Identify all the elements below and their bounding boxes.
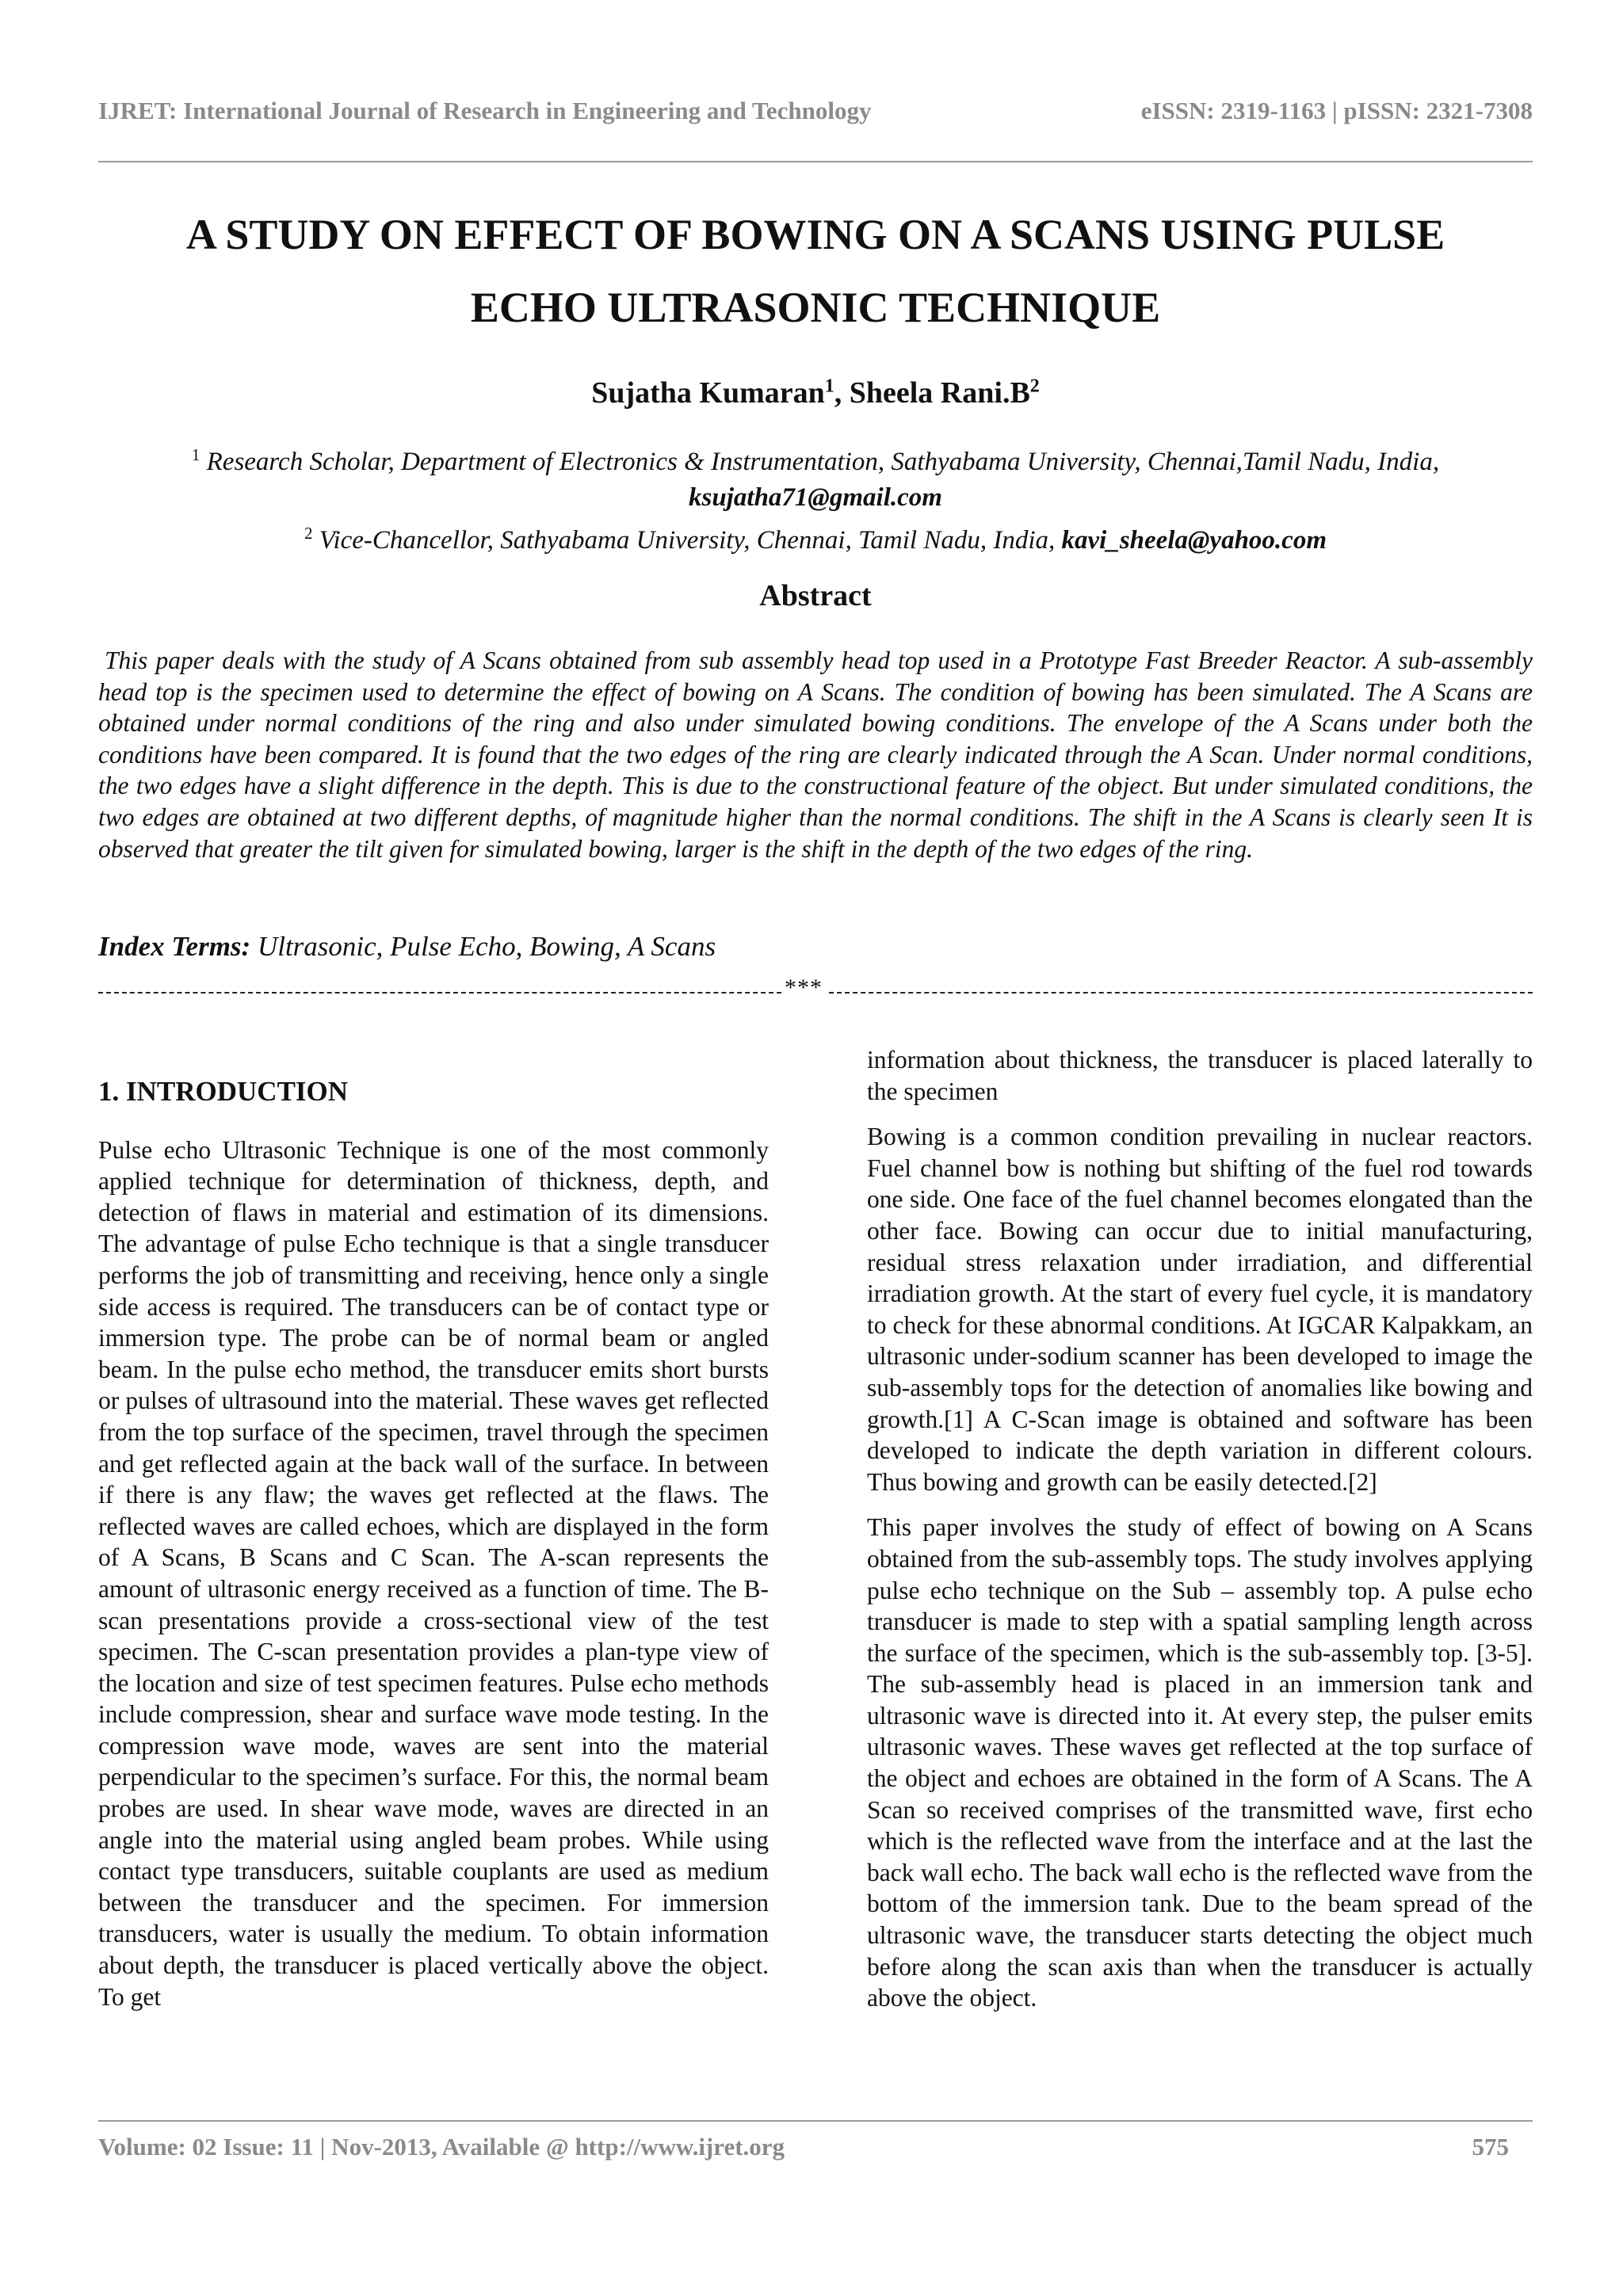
affiliation-1-email: ksujatha71@gmail.com (689, 483, 942, 512)
author-separator: , (834, 376, 850, 410)
affiliation-1-mark: 1 (191, 445, 200, 464)
index-terms-label: Index Terms: (98, 931, 251, 962)
footer-rule (98, 2120, 1533, 2122)
section-separator (98, 974, 1533, 1013)
journal-name: IJRET: International Journal of Research in Engineering and Technology (98, 97, 872, 124)
affiliation-1-text: Research Scholar, Department of Electronics & Instrumentation, Sathyabama University, Chennai,Tamil Nadu, India, (200, 448, 1440, 476)
page-footer (98, 2133, 1533, 2172)
affiliation-2-email: kavi_sheela@yahoo.com (1061, 526, 1327, 555)
title-line-2: ECHO ULTRASONIC TECHNIQUE (470, 284, 1161, 331)
title-line-1: A STUDY ON EFFECT OF BOWING ON A SCANS USING PULSE (185, 211, 1445, 258)
header-rule (98, 161, 1533, 162)
index-terms-list: Ultrasonic, Pulse Echo, Bowing, A Scans (250, 931, 716, 962)
intro-paragraph-3: This paper involves the study of effect of bowing on A Scans obtained from the sub-assembly tops. The study involves applying pulse echo technique on the Sub – assembly top. A pulse echo transducer is made to step with a spatial sampling length across the surface of the specimen, which is the sub-assembly top. [3-5]. The sub-assembly head is placed in an immersion tank and ultrasonic wave is directed into it. At every step, the pulser emits ultrasonic waves. These waves get reflected at the top surface of the object and echoes are obtained in the form of A Scans. The A Scan so received comprises of the transmitted wave, first echo which is the reflected wave from the interface and at the last the back wall echo. The back wall echo is the reflected wave from the bottom of the immersion tank. Due to the beam spread of the ultrasonic wave, the transducer starts detecting the object much before along the scan axis than when the transducer is actually above the object. (867, 1513, 1533, 2012)
section-heading-introduction: 1. INTRODUCTION (98, 1076, 349, 1107)
index-terms (98, 931, 1533, 963)
affiliations (98, 437, 1533, 559)
author-1-affiliation-mark: 1 (824, 376, 834, 397)
author-2-affiliation-mark: 2 (1029, 376, 1040, 397)
running-header (98, 97, 1533, 136)
affiliation-2-mark: 2 (304, 524, 313, 543)
abstract-heading: Abstract (759, 579, 872, 612)
intro-paragraph-2: Bowing is a common condition prevailing in nuclear reactors. Fuel channel bow is nothing but shifting of the fuel rod towards one side. One face of the fuel channel becomes elongated than the other face. Bowing can occur due to initial manufacturing, residual stress relaxation under irradiation, and differential irradiation growth. At the start of every fuel cycle, it is mandatory to check for these abnormal conditions. At IGCAR Kalpakkam, an ultrasonic under-sodium scanner has been developed to image the sub-assembly tops for the detection of anomalies like bowing and growth.[1] A C-Scan image is obtained and software has been developed to indicate the depth variation in different colours. Thus bowing and growth can be easily detected.[2] (867, 1123, 1533, 1496)
issn-info: eISSN: 2319-1163 | pISSN: 2321-7308 (1140, 97, 1533, 124)
intro-paragraph-1: Pulse echo Ultrasonic Technique is one of the most commonly applied technique for determination of thickness, depth, and detection of flaws in material and estimation of its dimensions. The advantage of pulse Echo technique is that a single transducer performs the job of transmitting and receiving, hence only a single side access is required. The transducers can be of contact type or immersion type. The probe can be of normal beam or angled beam. In the pulse echo method, the transducer emits short bursts or pulses of ultrasound into the material. These waves get reflected from the top surface of the specimen, travel through the specimen and get reflected again at the back wall of the surface. In between if there is any flaw; the waves get reflected at the flaws. The reflected waves are called echoes, which are displayed in the form of A Scans, B Scans and C Scan. The A-scan represents the amount of ultrasonic energy received as a function of time. The B-scan presentations provide a cross-sectional view of the test specimen. The C-scan presentation provides a plan-type view of the location and size of test specimen features. Pulse echo methods include compression, shear and surface wave mode testing. In the compression wave mode, waves are sent into the material perpendicular to the specimen’s surface. For this, the normal beam probes are used. In shear wave mode, waves are directed in an angle into the material using angled beam probes. While using contact type transducers, suitable couplants are used as medium between the transducer and the specimen. For immersion transducers, water is usually the medium. To obtain information about depth, the transducer is placed vertically above the object. To get (98, 1135, 769, 2011)
author-1: Sujatha Kumaran (591, 376, 825, 410)
intro-paragraph-1-continued: information about thickness, the transducer is placed laterally to the specimen (867, 1046, 1533, 1105)
separator-dash-right (829, 992, 1533, 994)
affiliation-1 (98, 437, 1533, 516)
left-column (98, 1076, 769, 2012)
page-number: 575 (1472, 2133, 1509, 2161)
author-2: Sheela Rani.B (849, 376, 1030, 410)
affiliation-2-text: Vice-Chancellor, Sathyabama University, Chennai, Tamil Nadu, India, (312, 526, 1062, 555)
separator-dash-left (98, 992, 781, 994)
paper-title (98, 198, 1533, 344)
volume-info: Volume: 02 Issue: 11 | Nov-2013, Available @ http://www.ijret.org (98, 2133, 785, 2161)
abstract-text: This paper deals with the study of A Scans obtained from sub assembly head top used in a Prototype Fast Breeder Reactor. A sub-assembly head top is the specimen used to determine the effect of bowing on A Scans. The condition of bowing has been simulated. The A Scans are obtained under normal conditions of the ring and also under simulated bowing conditions. The envelope of the A Scans under both the conditions have been compared. It is found that the two edges of the ring are clearly indicated through the A Scan. Under normal conditions, the two edges have a slight difference in the depth. This is due to the constructional feature of the object. But under simulated conditions, the two edges are obtained at two different depths, of magnitude higher than the normal conditions. The shift in the A Scans is clearly seen It is observed that greater the tilt given for simulated bowing, larger is the shift in the depth of the two edges of the ring. (98, 646, 1533, 863)
separator-stars: *** (785, 974, 823, 1001)
author-list (98, 376, 1533, 410)
affiliation-2 (98, 516, 1533, 559)
right-column (867, 1044, 1533, 2014)
